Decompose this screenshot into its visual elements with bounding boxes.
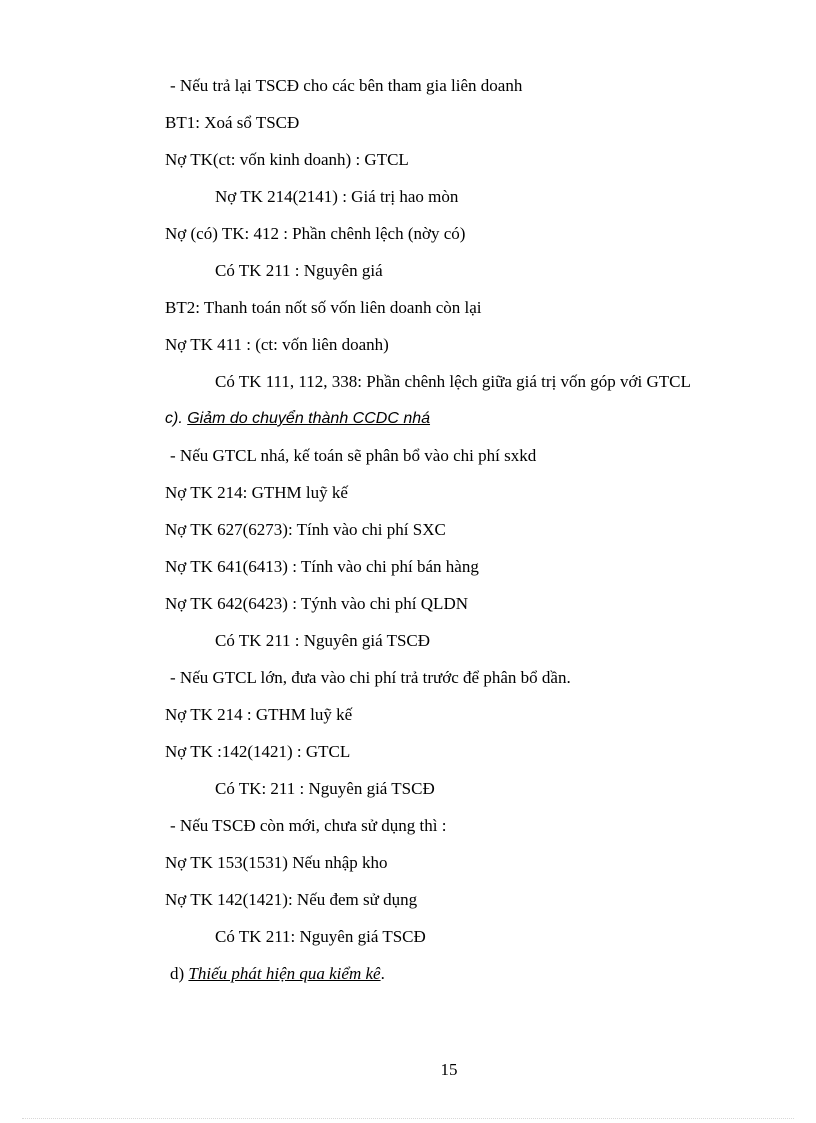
text-line: Nợ TK 214: GTHM luỹ kế <box>165 483 348 502</box>
text-line: Nợ (có) TK: 412 : Phần chênh lệch (nờy có) <box>165 224 466 243</box>
text-line: Nợ TK 142(1421): Nếu đem sử dụng <box>165 890 418 909</box>
text-line: Nợ TK 411 : (ct: vốn liên doanh) <box>165 335 389 354</box>
text-line: - Nếu trả lại TSCĐ cho các bên tham gia liên doanh <box>170 76 523 95</box>
text-line: - Nếu GTCL nhá, kế toán sẽ phân bổ vào chi phí sxkd <box>170 446 537 465</box>
text-line: Có TK: 211 : Nguyên giá TSCĐ <box>215 779 435 798</box>
text-line: Nợ TK 214(2141) : Giá trị hao mòn <box>215 187 459 206</box>
text-line: - Nếu TSCĐ còn mới, chưa sử dụng thì : <box>170 816 447 835</box>
text-line: BT2: Thanh toán nốt số vốn liên doanh còn lại <box>165 298 482 317</box>
text-line: Nợ TK 153(1531) Nếu nhập kho <box>165 853 388 872</box>
text-line: BT1: Xoá sổ TSCĐ <box>165 113 300 132</box>
text-line: Nợ TK(ct: vốn kinh doanh) : GTCL <box>165 150 409 169</box>
text-line: Nợ TK 641(6413) : Tính vào chi phí bán hàng <box>165 557 479 576</box>
text-line: Có TK 211: Nguyên giá TSCĐ <box>215 927 426 946</box>
footer-divider <box>22 1118 794 1119</box>
text-line: - Nếu GTCL lớn, đưa vào chi phí trả trước để phân bổ dần. <box>170 668 571 687</box>
text-line: Nợ TK 642(6423) : Týnh vào chi phí QLDN <box>165 594 468 613</box>
text-line: Có TK 211 : Nguyên giá <box>215 261 383 280</box>
section-prefix: c). <box>165 410 188 427</box>
section-title: Giảm do chuyển thành CCDC nhá <box>187 410 431 427</box>
text-line: Nợ TK :142(1421) : GTCL <box>165 742 351 761</box>
page-number: 15 <box>440 1060 458 1079</box>
text-line: Nợ TK 627(6273): Tính vào chi phí SXC <box>165 520 446 539</box>
text-line: Nợ TK 214 : GTHM luỹ kế <box>165 705 353 724</box>
section-title: Thiếu phát hiện qua kiểm kê <box>188 964 381 983</box>
section-prefix: d) <box>170 964 189 983</box>
section-suffix: . <box>380 964 385 983</box>
text-line: Có TK 111, 112, 338: Phần chênh lệch giữa giá trị vốn góp với GTCL <box>215 372 691 391</box>
section-heading-d <box>170 964 385 984</box>
text-line: Có TK 211 : Nguyên giá TSCĐ <box>215 631 431 650</box>
section-heading-c <box>165 409 430 429</box>
